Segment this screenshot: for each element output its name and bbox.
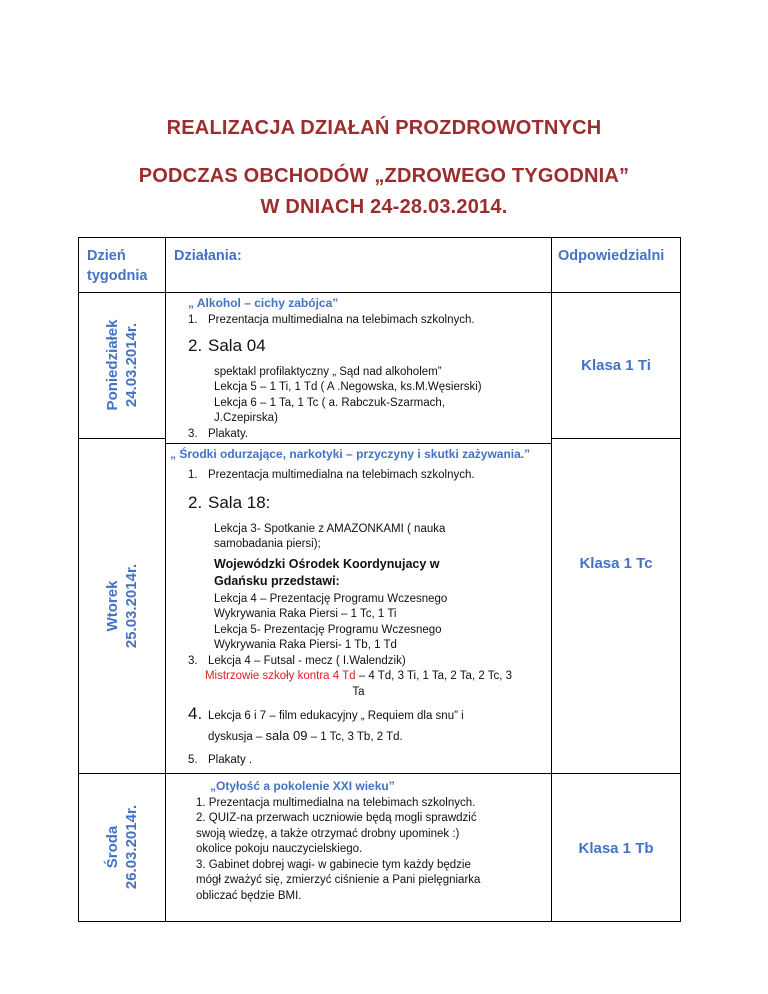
list-item: – 4 Td, 3 Ti, 1 Ta, 2 Ta, 2 Tc, 3 (355, 670, 513, 682)
responsible-class: Klasa 1 Tc (579, 554, 653, 572)
responsible-class: Klasa 1 Tb (578, 839, 654, 857)
day-date: 26.03.2014r. (123, 804, 140, 890)
responsible-cell-tuesday (552, 438, 681, 773)
list-item: Gdańsku przedstawi: (214, 573, 340, 588)
list-item: Lekcja 5 – 1 Ti, 1 Td ( A .Negowska, ks.M.Węsierski) (214, 381, 482, 393)
responsible-cell-wednesday (552, 773, 681, 921)
topic-title: „ Środki odurzające, narkotyki – przyczyny i skutki zażywania.” (170, 447, 531, 461)
list-item: mógł zważyć się, zmierzyć ciśnienie a Pani pielęgniarka (196, 874, 481, 886)
highlight-text: Mistrzowie szkoły kontra 4 Td (204, 670, 356, 682)
table-row (79, 773, 681, 921)
list-item: 2. QUIZ-na przerwach uczniowie będą mogli sprawdzić (196, 812, 477, 824)
list-item: Lekcja 6 i 7 – film edukacyjny „ Requiem dla snu” i (208, 710, 464, 722)
table-header-row (79, 238, 681, 293)
list-item: Sala 04 (208, 335, 266, 355)
header-actions: Działania: (166, 238, 552, 293)
activities-table (78, 237, 681, 922)
list-item: samobadania piersi); (214, 538, 321, 550)
actions-cell-wednesday (166, 773, 552, 921)
list-item: Sala 18: (208, 492, 271, 512)
list-item: Lekcja 6 – 1 Ta, 1 Tc ( a. Rabczuk-Szarmach, (214, 396, 445, 409)
list-item: Lekcja 3- Spotkanie z AMAZONKAMI ( nauka (214, 522, 446, 535)
item-number: 3. (188, 427, 198, 440)
list-item: 1. Prezentacja multimedialna na telebimach szkolnych. (196, 796, 476, 809)
day-cell-monday (79, 293, 166, 439)
list-item: okolice pokoju nauczycielskiego. (196, 843, 363, 855)
list-item: Ta (352, 685, 365, 698)
page-title: REALIZACJA DZIAŁAŃ PROZDROWOTNYCH (166, 117, 602, 139)
item-number: 3. (188, 654, 198, 667)
table-row (79, 293, 681, 439)
list-item: spektakl profilaktyczny „ Sąd nad alkoholem” (214, 365, 442, 378)
item-number: 4. (188, 704, 203, 723)
item-number: 1. (188, 469, 198, 481)
item-number: 2. (188, 335, 203, 355)
actions-cell-monday (166, 293, 552, 774)
day-date: 25.03.2014r. (123, 563, 140, 648)
day-name: Środa (104, 825, 121, 869)
list-item: swoją wiedzę, a także otrzymać drobny upominek :) (196, 827, 460, 840)
responsible-class: Klasa 1 Ti (581, 357, 651, 374)
day-cell-tuesday (79, 438, 166, 773)
day-name: Poniedziałek (104, 320, 121, 411)
list-item: dyskusja – (208, 730, 266, 743)
header-day: Dzień tygodnia (79, 238, 166, 293)
day-date: 24.03.2014r. (123, 323, 140, 408)
list-item: – 1 Tc, 3 Tb, 2 Td. (307, 730, 403, 743)
list-item: Plakaty . (208, 754, 253, 766)
item-number: 1. (188, 314, 198, 326)
list-item: Lekcja 5- Prezentację Programu Wczesnego (214, 623, 442, 636)
list-item: Wykrywania Raka Piersi- 1 Tb, 1 Td (214, 639, 397, 651)
item-number: 2. (188, 492, 203, 512)
list-item: Prezentacja multimedialna na telebimach szkolnych. (208, 314, 475, 326)
list-item: Wykrywania Raka Piersi – 1 Tc, 1 Ti (214, 608, 397, 620)
responsible-cell-monday (552, 293, 681, 439)
list-item: Prezentacja multimedialna na telebimach szkolnych. (208, 469, 475, 481)
list-item: Plakaty. (208, 427, 249, 440)
topic-title: „ Alkohol – cichy zabójca” (188, 296, 339, 310)
page-subtitle: PODCZAS OBCHODÓW „ZDROWEGO TYGODNIA” (138, 165, 630, 187)
header-responsible: Odpowiedzialni (552, 238, 681, 293)
day-name: Wtorek (104, 580, 121, 632)
topic-title: „Otyłość a pokolenie XXI wieku” (210, 778, 395, 793)
list-item: obliczać będzie BMI. (196, 889, 302, 902)
item-number: 5. (188, 754, 198, 766)
list-item: 3. Gabinet dobrej wagi- w gabinecie tym każdy będzie (196, 858, 471, 871)
list-item: Lekcja 4 – Futsal - mecz ( I.Walendzik) (208, 654, 406, 667)
page-dates: W DNIACH 24-28.03.2014. (260, 196, 508, 218)
room-label: sala 09 (265, 727, 308, 743)
day-cell-wednesday (79, 773, 166, 921)
list-item: Wojewódzki Ośrodek Koordynujacy w (214, 556, 440, 571)
list-item: Lekcja 4 – Prezentację Programu Wczesnego (214, 592, 448, 605)
list-item: J.Czepirska) (214, 412, 278, 424)
